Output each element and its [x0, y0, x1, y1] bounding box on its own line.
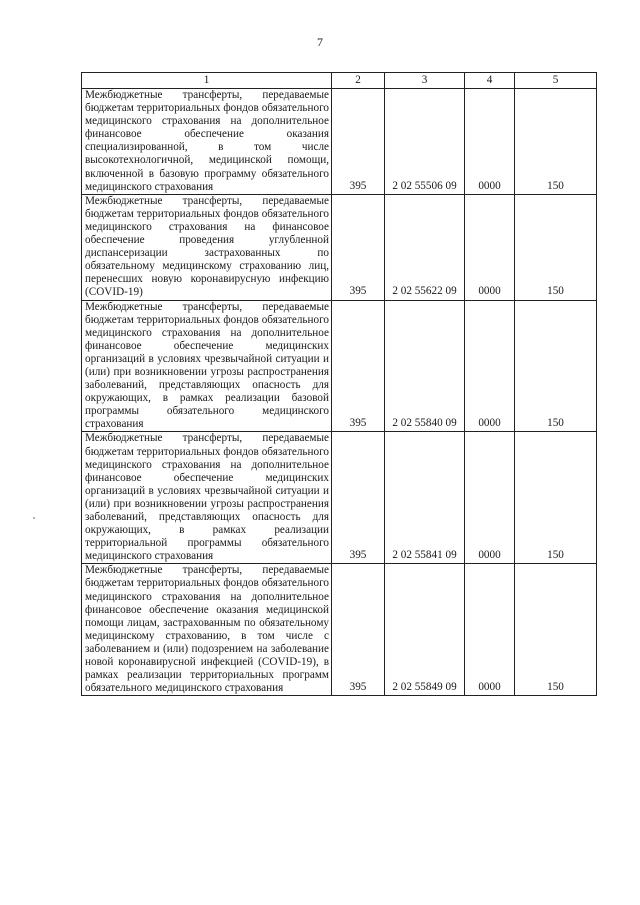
table-row	[82, 300, 597, 432]
row-subtype-code-cell: 150	[515, 89, 597, 195]
row-program-code-cell: 0000	[465, 564, 515, 696]
row-admin-code-cell: 395	[332, 300, 385, 432]
row-admin-code-cell: 395	[332, 432, 385, 564]
scan-speck	[33, 517, 35, 519]
page-number: 7	[317, 35, 323, 49]
row-revenue-code-cell: 2 02 55849 09	[385, 564, 465, 696]
row-name-cell: Межбюджетные трансферты, передаваемые бюджетам территориальных фондов обязательного медицинского страхования на дополнительное финансовое обеспечение оказания специализированной, в том числе высокотехнологичной, медицинской помощи, включенной в базовую программу обязательного медицинского страхования	[82, 89, 332, 195]
row-name-cell: Межбюджетные трансферты, передаваемые бюджетам территориальных фондов обязательного медицинского страхования на финансовое обеспечение проведения углубленной диспансеризации застрахованных по обязательному медицинскому страхованию лиц, перенесших новую коронавирусную инфекцию (COVID-19)	[82, 194, 332, 300]
table-header-row	[82, 73, 597, 89]
row-name-cell: Межбюджетные трансферты, передаваемые бюджетам территориальных фондов обязательного медицинского страхования на дополнительное финансовое обеспечение оказания медицинской помощи лицам, застрахованным по обязательному медицинскому страхованию, в том числе с заболеванием и (или) подозрением на заболевание новой коронавирусной инфекцией (COVID-19), в рамках реализации территориальных программ обязательного медицинского страхования	[82, 564, 332, 696]
table-row	[82, 194, 597, 300]
row-admin-code-cell: 395	[332, 564, 385, 696]
budget-codes-table	[81, 72, 597, 696]
row-subtype-code-cell: 150	[515, 432, 597, 564]
row-revenue-code-cell: 2 02 55622 09	[385, 194, 465, 300]
column-header-4: 4	[465, 73, 515, 89]
column-header-3: 3	[385, 73, 465, 89]
table-row	[82, 564, 597, 696]
column-header-2: 2	[332, 73, 385, 89]
row-revenue-code-cell: 2 02 55841 09	[385, 432, 465, 564]
row-subtype-code-cell: 150	[515, 300, 597, 432]
column-header-1: 1	[82, 73, 332, 89]
table-row	[82, 89, 597, 195]
row-name-cell: Межбюджетные трансферты, передаваемые бюджетам территориальных фондов обязательного медицинского страхования на дополнительное финансовое обеспечение медицинских организаций в условиях чрезвычайной ситуации и (или) при возникновении угрозы распространения заболеваний, представляющих опасность для окружающих, в рамках реализации территориальной программы обязательного медицинского страхования	[82, 432, 332, 564]
row-revenue-code-cell: 2 02 55840 09	[385, 300, 465, 432]
row-program-code-cell: 0000	[465, 432, 515, 564]
row-admin-code-cell: 395	[332, 194, 385, 300]
row-revenue-code-cell: 2 02 55506 09	[385, 89, 465, 195]
column-header-5: 5	[515, 73, 597, 89]
row-program-code-cell: 0000	[465, 194, 515, 300]
table-row	[82, 432, 597, 564]
row-program-code-cell: 0000	[465, 300, 515, 432]
row-subtype-code-cell: 150	[515, 564, 597, 696]
row-admin-code-cell: 395	[332, 89, 385, 195]
row-subtype-code-cell: 150	[515, 194, 597, 300]
row-program-code-cell: 0000	[465, 89, 515, 195]
row-name-cell: Межбюджетные трансферты, передаваемые бюджетам территориальных фондов обязательного медицинского страхования на дополнительное финансовое обеспечение медицинских организаций в условиях чрезвычайной ситуации и (или) при возникновении угрозы распространения заболеваний, представляющих опасность для окружающих, в рамках реализации базовой программы обязательного медицинского страхования	[82, 300, 332, 432]
